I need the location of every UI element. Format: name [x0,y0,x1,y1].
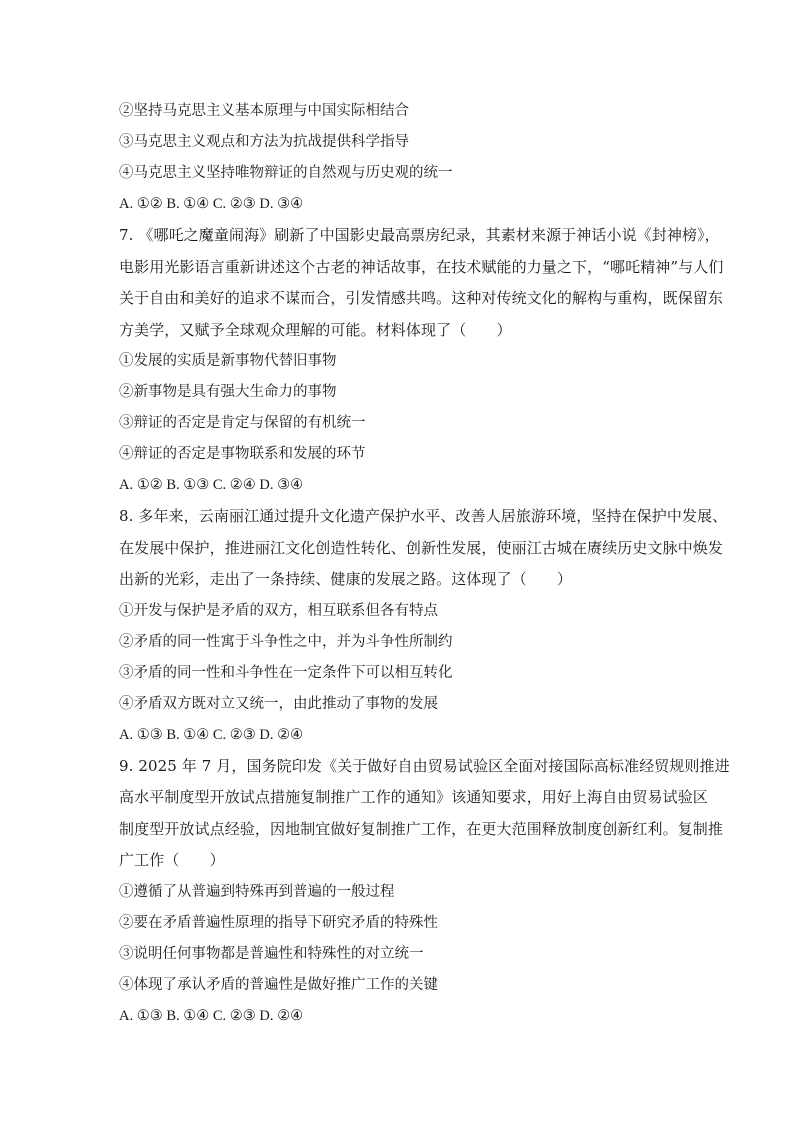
stem-line: 方美学，又赋予全球观众理解的可能。材料体现了（ ） [119,320,512,339]
answer-choices: A. ①③ B. ①④ C. ②③ D. ②④ [119,1007,304,1024]
question-stem [119,501,728,596]
answer-choices: A. ①③ B. ①④ C. ②③ D. ②④ [119,726,304,743]
question-6-tail [119,96,679,220]
option-line: ③说明任何事物都是普遍性和特殊性的对立统一 [119,945,424,962]
question-7 [119,220,724,501]
option-line: ④体现了承认矛盾的普遍性是做好推广工作的关键 [119,976,438,993]
stem-line: 8. 多年来，云南丽江通过提升文化遗产保护水平、改善人居旅游环境，坚持在保护中发展、 [119,507,728,525]
option-line: ②矛盾的同一性寓于斗争性之中，并为斗争性所制约 [119,633,453,650]
question-9 [119,751,730,1032]
stem-line: 关于自由和美好的追求不谋而合，引发情感共鸣。这种对传统文化的解构与重构，既保留东 [119,289,724,307]
option-line: ②要在矛盾普遍性原理的指导下研究矛盾的特殊性 [119,914,438,931]
stem-line: 电影用光影语言重新讲述这个古老的神话故事，在技术赋能的力量之下，“哪吒精神”与人们 [119,257,724,276]
option-line: ④辩证的否定是事物联系和发展的环节 [119,446,366,462]
answer-choices: A. ①② B. ①④ C. ②③ D. ③④ [119,196,304,212]
stem-line: 广工作（ ） [119,851,225,869]
stem-line: 出新的光彩，走出了一条持续、健康的发展之路。这体现了（ ） [119,570,573,588]
option-line: ①开发与保护是矛盾的双方，相互联系但各有特点 [119,602,438,619]
exam-page [119,96,730,1032]
question-stem [119,220,724,346]
question-stem [119,751,730,877]
stem-line: 高水平制度型开放试点措施复制推广工作的通知》该通知要求，用好上海自由贸易试验区 [119,788,708,806]
stem-line: 9. 2025 年 7 月，国务院印发《关于做好自由贸易试验区全面对接国际高标准经贸规则推进 [119,756,730,775]
answer-choices: A. ①② B. ①③ C. ②④ D. ③④ [119,477,304,493]
option-line: ②新事物是具有强大生命力的事物 [119,384,337,400]
stem-line: 在发展中保护，推进丽江文化创造性转化、创新性发展，使丽江古城在赓续历史文脉中焕发 [119,538,724,557]
question-8 [119,501,728,751]
option-line: ④马克思主义坚持唯物辩证的自然观与历史观的统一 [119,165,453,181]
stem-line: 制度型开放试点经验，因地制宜做好复制推广工作，在更大范围释放制度创新红利。复制推 [119,819,724,838]
option-line: ④矛盾双方既对立又统一，由此推动了事物的发展 [119,695,438,712]
option-line: ③矛盾的同一性和斗争性在一定条件下可以相互转化 [119,664,453,681]
option-line: ③辩证的否定是肯定与保留的有机统一 [119,415,366,431]
stem-line: 7. 《哪吒之魔童闹海》刷新了中国影史最高票房纪录，其素材来源于神话小说《封神榜》， [119,226,720,244]
option-line: ①遵循了从普遍到特殊再到普遍的一般过程 [119,883,395,900]
option-line: ③马克思主义观点和方法为抗战提供科学指导 [119,134,409,150]
option-line: ②坚持马克思主义基本原理与中国实际相结合 [119,103,409,119]
option-line: ①发展的实质是新事物代替旧事物 [119,353,337,369]
